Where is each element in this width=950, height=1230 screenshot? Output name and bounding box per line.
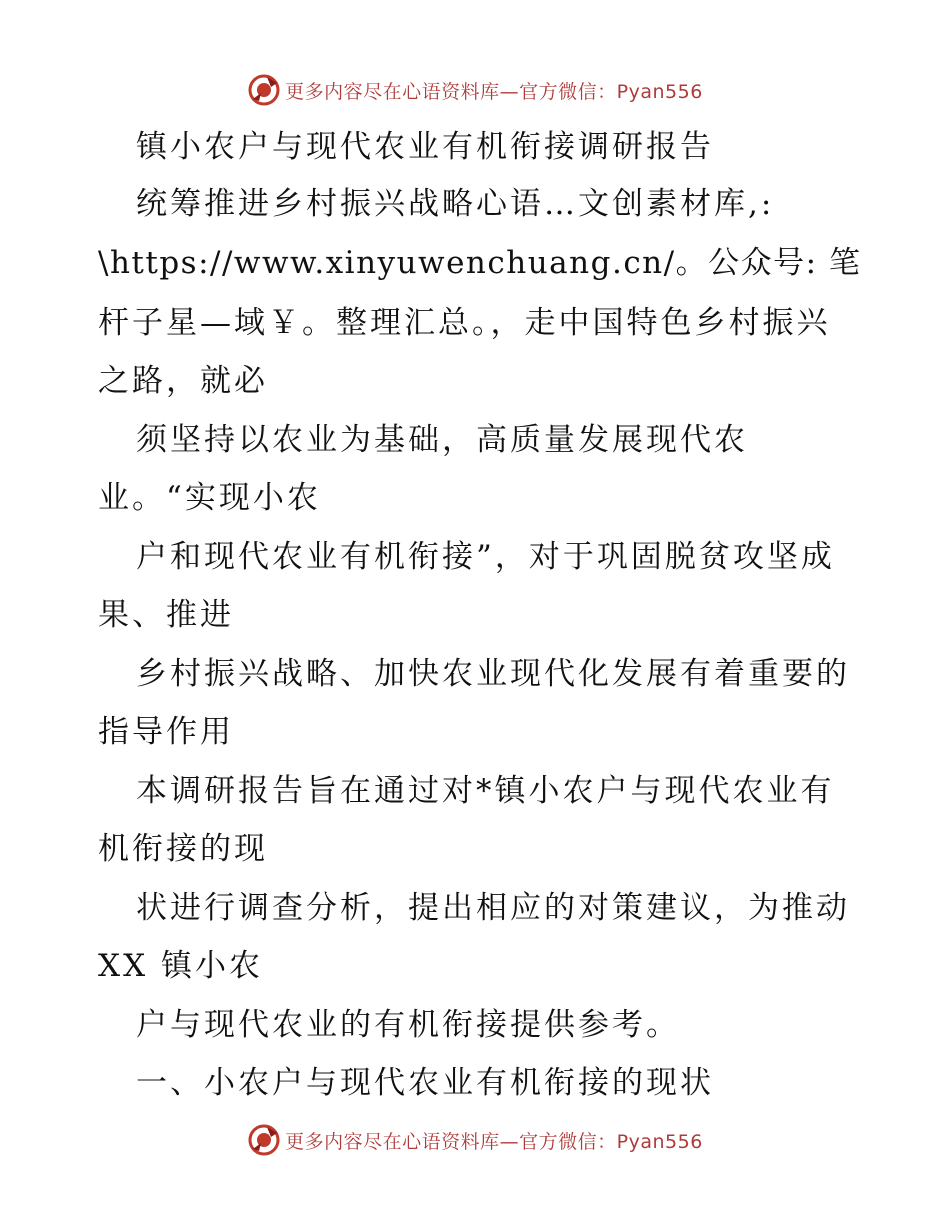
text-line: 杆子星—域￥。整理汇总。，走中国特色乡村振兴	[98, 305, 831, 341]
text-line: XX 镇小农	[98, 948, 263, 984]
text-line: 业。“实现小农	[98, 480, 321, 516]
text-line-url: \https://www.xinyuwenchuang.cn/。公众号: 笔	[98, 245, 862, 281]
text-line: 户和现代农业有机衔接”，对于巩固脱贫攻坚成	[136, 539, 835, 575]
text-line: 乡村振兴战略、加快农业现代化发展有着重要的	[136, 656, 850, 692]
text-line: 须坚持以农业为基础，高质量发展现代农	[136, 422, 748, 458]
text-line: 统筹推进乡村振兴战略心语…文创素材库,:	[136, 186, 775, 222]
footer-banner-text: 更多内容尽在心语资料库—官方微信：Pyan556	[285, 1130, 703, 1153]
text-line: 之路，就必	[98, 363, 268, 399]
header-banner[interactable]	[0, 70, 950, 110]
brand-logo-icon	[247, 73, 281, 107]
section-heading: 一、小农户与现代农业有机衔接的现状	[136, 1065, 714, 1101]
text-line: 本调研报告旨在通过对*镇小农户与现代农业有	[136, 773, 835, 809]
text-line: 果、推进	[98, 597, 234, 633]
header-banner-text: 更多内容尽在心语资料库—官方微信：Pyan556	[285, 80, 703, 103]
document-title: 镇小农户与现代农业有机衔接调研报告	[136, 129, 714, 165]
text-line: 机衔接的现	[98, 831, 268, 867]
text-line: 指导作用	[98, 714, 234, 750]
text-line: 户与现代农业的有机衔接提供参考。	[136, 1007, 680, 1043]
footer-banner[interactable]	[0, 1120, 950, 1160]
brand-logo-icon	[247, 1123, 281, 1157]
text-line: 状进行调查分析，提出相应的对策建议，为推动	[136, 890, 850, 926]
